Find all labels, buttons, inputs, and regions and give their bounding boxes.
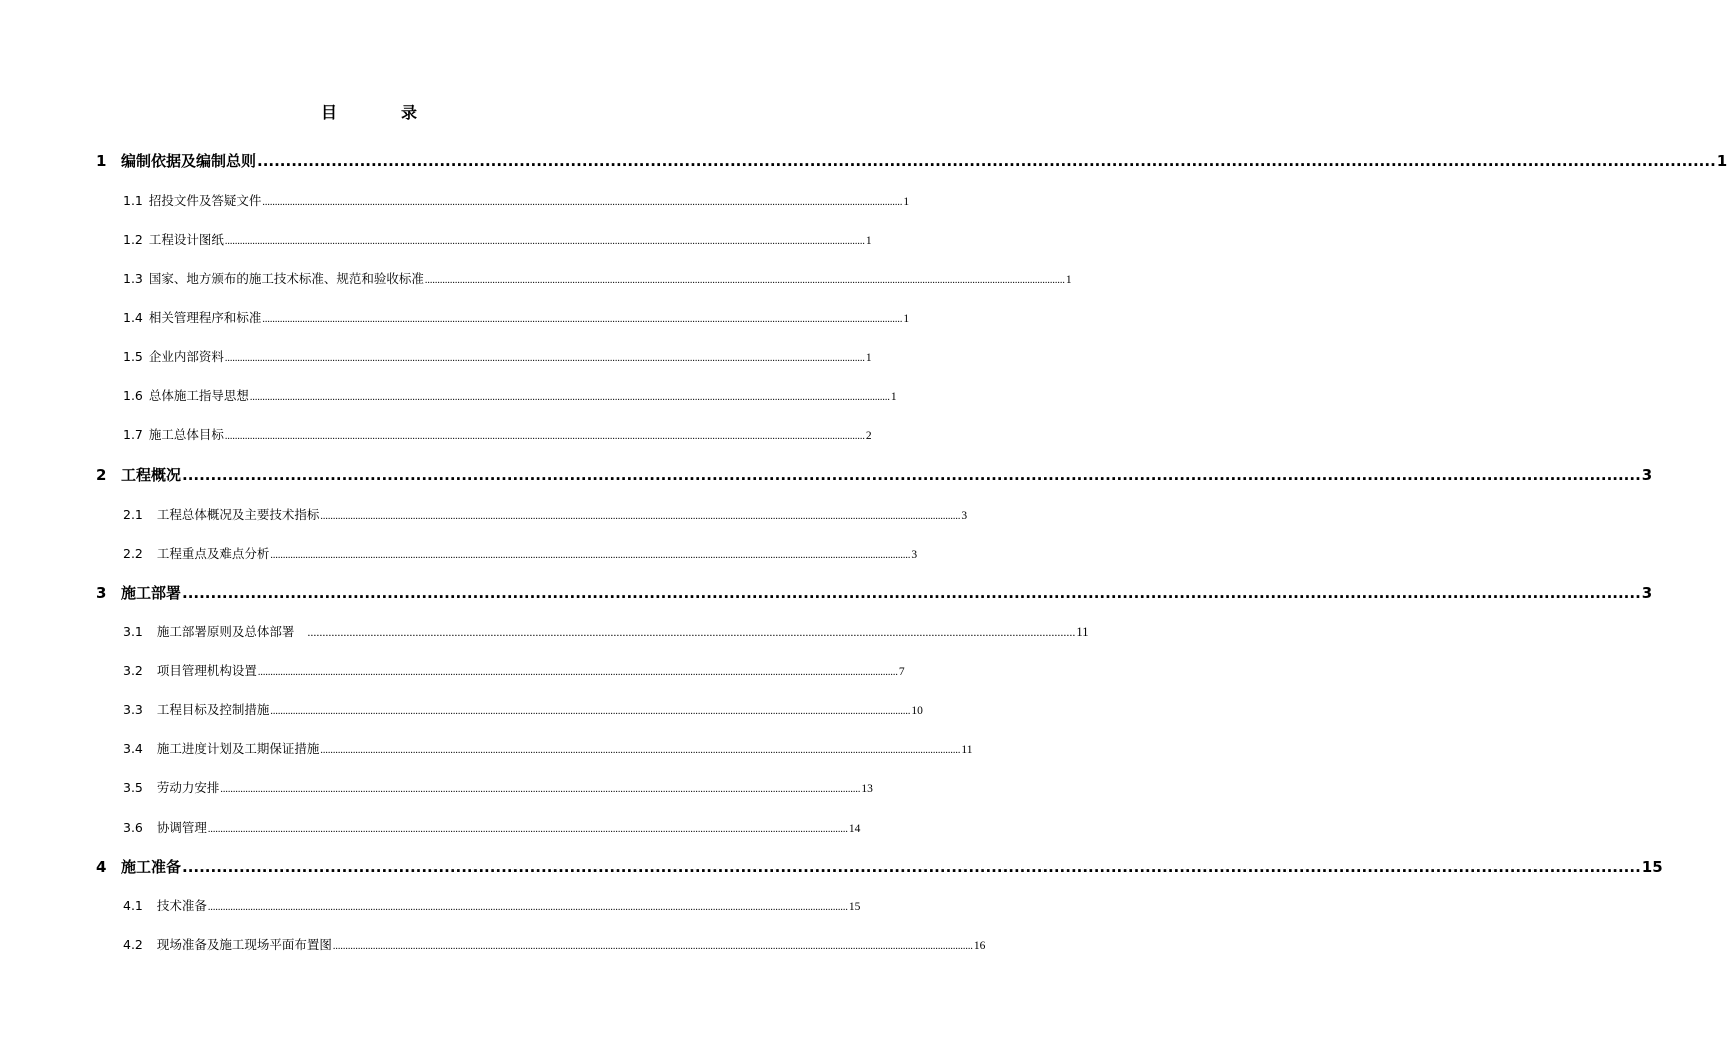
toc-item-label: 工程设计图纸	[148, 232, 224, 247]
toc-item-1-3[interactable]	[123, 269, 1072, 287]
toc-leader: ................................................................................................................................................................................................................................................................	[320, 745, 961, 756]
toc-section-label: 工程概况	[121, 466, 182, 484]
toc-item-1-6[interactable]	[123, 386, 897, 404]
toc-page-number: 3	[1641, 584, 1653, 602]
toc-leader: ................................................................................................................................................................................................................................................................	[307, 625, 1076, 639]
toc-leader: ................................................................................................................................................................................................................................................................	[224, 431, 865, 442]
toc-item-3-5[interactable]	[123, 778, 873, 796]
toc-page-number: 10	[911, 705, 923, 717]
toc-leader: ................................................................................................................................................................................................................................................................	[270, 550, 911, 561]
toc-item-number: 3.1	[123, 624, 143, 639]
toc-leader: ................................................................................................................................................................................................................................................................	[270, 706, 911, 717]
toc-leader: ................................................................................................................................................................................................................................................................	[262, 197, 903, 208]
toc-item-number: 2.1	[123, 507, 143, 522]
toc-page-number: 7	[898, 666, 905, 678]
toc-item-number: 4.2	[123, 937, 143, 952]
toc-leader: ................................................................................................................................................................................................................................................................	[332, 941, 973, 952]
toc-page-number: 1	[1065, 274, 1072, 286]
toc-item-label: 现场准备及施工现场平面布置图	[156, 937, 332, 952]
toc-item-label: 协调管理	[156, 820, 207, 835]
toc-section-number: 2	[96, 466, 107, 484]
toc-item-1-2[interactable]	[123, 230, 872, 248]
toc-leader: ................................................................................................................................................................................................................................................................	[182, 858, 1641, 876]
toc-item-label: 工程总体概况及主要技术指标	[156, 507, 320, 522]
toc-item-number: 1.4	[123, 310, 143, 325]
toc-item-1-7[interactable]	[123, 425, 872, 443]
toc-leader: ................................................................................................................................................................................................................................................................	[224, 236, 865, 247]
toc-page-number: 3	[961, 510, 968, 522]
toc-item-label: 项目管理机构设置	[156, 663, 257, 678]
toc-item-label: 施工总体目标	[148, 427, 224, 442]
toc-page-number: 11	[1076, 625, 1089, 639]
toc-page-number: 13	[861, 783, 873, 795]
toc-item-label: 相关管理程序和标准	[148, 310, 262, 325]
toc-page-number: 16	[973, 940, 986, 952]
toc-item-label: 施工部署原则及总体部署	[156, 624, 295, 639]
toc-page-number: 2	[865, 430, 872, 442]
toc-item-3-1[interactable]	[123, 622, 1089, 640]
toc-page-number: 3	[911, 549, 918, 561]
toc-item-1-5[interactable]	[123, 347, 872, 365]
toc-item-2-2[interactable]	[123, 544, 918, 562]
toc-item-2-1[interactable]	[123, 505, 968, 523]
toc-item-label: 企业内部资料	[148, 349, 224, 364]
toc-page-number: 1	[865, 235, 872, 247]
toc-item-number: 3.2	[123, 663, 143, 678]
toc-item-3-4[interactable]	[123, 739, 973, 757]
toc-item-label: 劳动力安排	[156, 780, 220, 795]
toc-section-label: 施工准备	[121, 858, 182, 876]
toc-item-number: 3.6	[123, 820, 143, 835]
toc-item-number: 3.3	[123, 702, 143, 717]
toc-section-3[interactable]	[96, 582, 1653, 603]
toc-leader: ................................................................................................................................................................................................................................................................	[257, 152, 1716, 170]
toc-page-number: 1	[865, 352, 872, 364]
toc-leader: ................................................................................................................................................................................................................................................................	[207, 902, 848, 913]
toc-item-number: 2.2	[123, 546, 143, 561]
toc-item-number: 1.6	[123, 388, 143, 403]
toc-page-number: 1	[903, 313, 910, 325]
toc-section-2[interactable]	[96, 464, 1653, 485]
toc-leader: ................................................................................................................................................................................................................................................................	[224, 353, 865, 364]
toc-section-label: 编制依据及编制总则	[121, 152, 257, 170]
toc-leader: ................................................................................................................................................................................................................................................................	[207, 824, 848, 835]
toc-page-number: 1	[903, 196, 910, 208]
toc-section-number: 3	[96, 584, 107, 602]
toc-section-number: 1	[96, 152, 107, 170]
toc-leader: ................................................................................................................................................................................................................................................................	[249, 392, 890, 403]
toc-page-number: 15	[1641, 858, 1663, 876]
toc-section-4[interactable]	[96, 856, 1663, 877]
toc-item-number: 3.4	[123, 741, 143, 756]
toc-page-number: 14	[848, 823, 861, 835]
toc-item-3-2[interactable]	[123, 661, 905, 679]
toc-item-number: 1.3	[123, 271, 143, 286]
toc-section-1[interactable]	[96, 150, 1727, 171]
toc-item-4-1[interactable]	[123, 896, 861, 914]
toc-item-3-6[interactable]	[123, 818, 861, 836]
toc-page-number: 11	[961, 744, 973, 756]
toc-page-number: 1	[1716, 152, 1727, 170]
toc-item-1-4[interactable]	[123, 308, 910, 326]
toc-leader: ................................................................................................................................................................................................................................................................	[257, 667, 898, 678]
toc-item-label: 工程目标及控制措施	[156, 702, 270, 717]
toc-item-1-1[interactable]	[123, 191, 910, 209]
toc-item-label: 施工进度计划及工期保证措施	[156, 741, 320, 756]
toc-leader: ................................................................................................................................................................................................................................................................	[424, 275, 1065, 286]
toc-item-label: 总体施工指导思想	[148, 388, 249, 403]
toc-leader: ................................................................................................................................................................................................................................................................	[320, 511, 961, 522]
toc-page-number: 1	[890, 391, 897, 403]
toc-item-number: 1.2	[123, 232, 143, 247]
toc-item-label: 招投文件及答疑文件	[148, 193, 262, 208]
toc-leader: ................................................................................................................................................................................................................................................................	[220, 784, 861, 795]
toc-item-number: 1.5	[123, 349, 143, 364]
toc-leader: ................................................................................................................................................................................................................................................................	[182, 466, 1641, 484]
toc-item-label: 工程重点及难点分析	[156, 546, 270, 561]
toc-section-label: 施工部署	[121, 584, 182, 602]
toc-item-number: 1.1	[123, 193, 143, 208]
toc-item-number: 1.7	[123, 427, 143, 442]
toc-title: 目 录	[320, 103, 441, 122]
toc-leader: ................................................................................................................................................................................................................................................................	[262, 314, 903, 325]
toc-item-label: 技术准备	[156, 898, 207, 913]
toc-section-number: 4	[96, 858, 107, 876]
toc-page-number: 15	[848, 901, 861, 913]
toc-leader: ................................................................................................................................................................................................................................................................	[182, 584, 1641, 602]
toc-item-3-3[interactable]	[123, 700, 923, 718]
toc-item-number: 3.5	[123, 780, 143, 795]
toc-item-4-2[interactable]	[123, 935, 986, 953]
toc-item-label: 国家、地方颁布的施工技术标准、规范和验收标准	[148, 271, 424, 286]
toc-item-number: 4.1	[123, 898, 143, 913]
toc-page-number: 3	[1641, 466, 1653, 484]
